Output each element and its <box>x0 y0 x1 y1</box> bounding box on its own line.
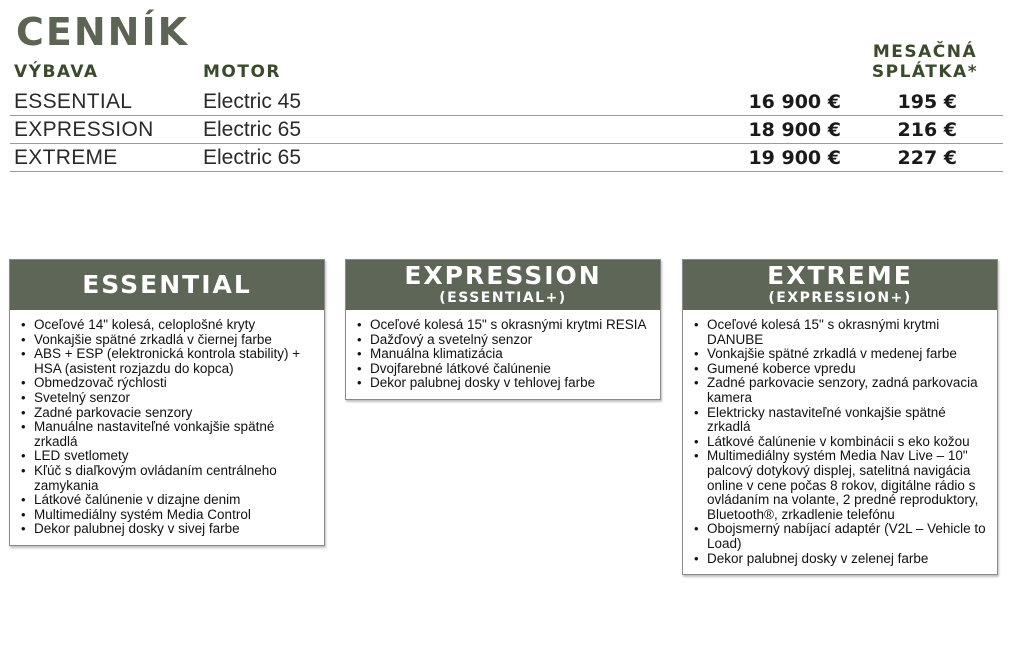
feature-item: • Manuálna klimatizácia <box>370 347 652 362</box>
price-row-variant: EXTREME <box>14 146 118 169</box>
feature-item: • Kľúč s diaľkovým ovládaním centrálneho zamykania <box>34 464 316 493</box>
feature-item: • Elektricky nastaviteľné vonkajšie spätné zrkadlá <box>707 406 989 435</box>
feature-item: • Multimediálny systém Media Nav Live – 10" palcový dotykový displej, satelitná navigácia online v cene počas 8 rokov, digitálne rádio s ovládaním na volante, 2 predné reproduktory, Bluetooth®, zrkadlenie telefónu <box>707 449 989 522</box>
card-extreme-feature-list <box>683 310 997 574</box>
feature-item: • Obmedzovač rýchlosti <box>34 376 316 391</box>
card-expression-feature-list <box>346 310 660 399</box>
feature-item: • Dekor palubnej dosky v tehlovej farbe <box>370 376 652 391</box>
feature-item: • Multimediálny systém Media Control <box>34 508 316 523</box>
feature-item: • Svetelný senzor <box>34 391 316 406</box>
feature-item: • Oceľové kolesá 15" s okrasnými krytmi DANUBE <box>707 318 989 347</box>
feature-item: • LED svetlomety <box>34 449 316 464</box>
feature-item: • Oceľové 14" kolesá, celoplošné kryty <box>34 318 316 333</box>
card-essential-header <box>10 260 324 310</box>
price-row-price: 18 900 € <box>748 119 841 141</box>
price-row-price: 16 900 € <box>748 91 841 113</box>
card-extreme <box>682 259 998 575</box>
feature-item: • Gumené koberce vpredu <box>707 362 989 377</box>
price-row-motor: Electric 45 <box>203 90 302 113</box>
price-row-motor: Electric 65 <box>203 118 302 141</box>
column-header-payment <box>845 42 1005 82</box>
column-header-payment-line2: SPLÁTKA* <box>871 62 979 82</box>
card-extreme-subtitle: (EXPRESSION+) <box>768 290 912 306</box>
card-expression-subtitle: (ESSENTIAL+) <box>439 290 567 306</box>
card-extreme-header <box>683 260 997 310</box>
column-header-payment-line1: MESAČNÁ <box>872 42 978 62</box>
feature-item: • Látkové čalúnenie v kombinácii s eko kožou <box>707 435 989 450</box>
price-row-monthly: 216 € <box>897 119 957 141</box>
card-essential <box>9 259 325 546</box>
price-row-price: 19 900 € <box>748 147 841 169</box>
price-row-monthly: 227 € <box>897 147 957 169</box>
card-expression-header <box>346 260 660 310</box>
feature-item: • Látkové čalúnenie v dizajne denim <box>34 493 316 508</box>
price-row-essential <box>10 88 1003 116</box>
feature-item: • Dažďový a svetelný senzor <box>370 333 652 348</box>
feature-item: • Oceľové kolesá 15" s okrasnými krytmi RESIA <box>370 318 652 333</box>
feature-item: • Dekor palubnej dosky v zelenej farbe <box>707 552 989 567</box>
page-title: CENNÍK <box>16 10 190 54</box>
card-essential-feature-list <box>10 310 324 545</box>
price-row-expression <box>10 116 1003 144</box>
column-header-motor: MOTOR <box>203 62 282 82</box>
feature-item: • Zadné parkovacie senzory, zadná parkovacia kamera <box>707 376 989 405</box>
card-expression-title: EXPRESSION <box>404 261 602 290</box>
feature-item: • Vonkajšie spätné zrkadlá v čiernej farbe <box>34 333 316 348</box>
feature-item: • Dekor palubnej dosky v sivej farbe <box>34 522 316 537</box>
feature-item: • ABS + ESP (elektronická kontrola stability) + HSA (asistent rozjazdu do kopca) <box>34 347 316 376</box>
feature-item: • Zadné parkovacie senzory <box>34 406 316 421</box>
card-essential-title: ESSENTIAL <box>82 270 252 299</box>
price-row-monthly: 195 € <box>897 91 957 113</box>
price-row-variant: EXPRESSION <box>14 118 154 141</box>
price-row-extreme <box>10 144 1003 172</box>
feature-item: • Manuálne nastaviteľné vonkajšie spätné zrkadlá <box>34 420 316 449</box>
price-table <box>10 88 1003 172</box>
column-header-variant: VÝBAVA <box>14 62 99 82</box>
card-extreme-title: EXTREME <box>767 261 913 290</box>
price-row-motor: Electric 65 <box>203 146 302 169</box>
card-expression <box>345 259 661 400</box>
feature-item: • Obojsmerný nabíjací adaptér (V2L – Vehicle to Load) <box>707 522 989 551</box>
feature-item: • Vonkajšie spätné zrkadlá v medenej farbe <box>707 347 989 362</box>
feature-item: • Dvojfarebné látkové čalúnenie <box>370 362 652 377</box>
price-row-variant: ESSENTIAL <box>14 90 133 113</box>
